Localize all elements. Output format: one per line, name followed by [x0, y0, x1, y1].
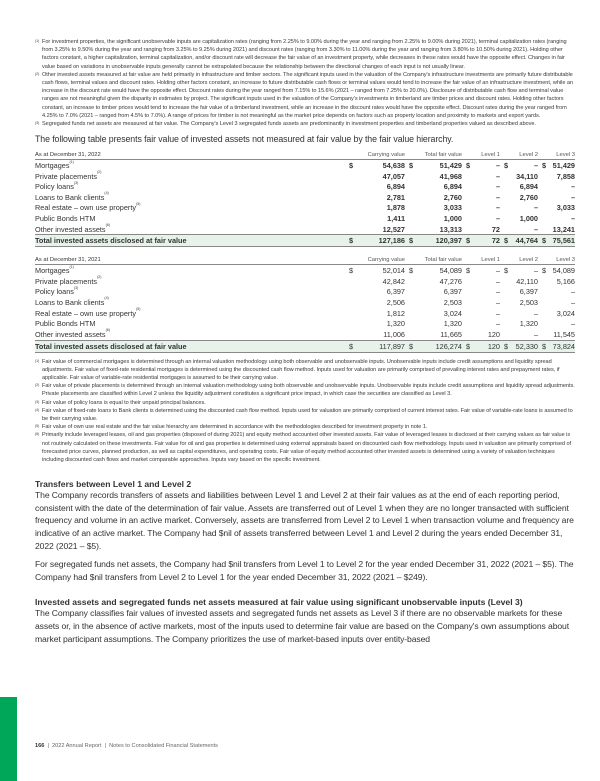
cell-value: –	[495, 297, 500, 307]
cell-value: $ –	[500, 265, 538, 276]
cell-value: 12,527	[382, 224, 405, 234]
table-row	[35, 160, 575, 171]
cell-value: 42,842	[382, 276, 405, 286]
cell-value: –	[495, 319, 500, 329]
fair-value-table-2022	[35, 148, 575, 247]
page-number: 166	[35, 743, 45, 749]
cell-value: –	[495, 308, 500, 318]
currency-symbol: $	[409, 161, 414, 171]
currency-symbol: $	[409, 236, 414, 246]
footnote: (2) Other invested assets measured at fair value are held primarily in infrastructure and timber sectors. The significant inputs used in the valuation of the Company's infrastructure investments are primarily future distributable cash flows, terminal values and discount rates. Holding other factors constant, an increase to future distributable cash flows or terminal values would tend to increase the fair value of an infrastructure investment, while an increase in the discount rate would have the opposite effect. Discount rates during the year ranged from 7.15% to 15.6% (2021 – ranged from 7.25% to 20.0%). Disclosure of distributable cash flow and terminal value ranges are not meaningful given the disparity in estimates by project. The significant inputs used in the valuation of the Company's investments in timberland are timber prices and discount rates. Holding other factors constant, an increase to timber prices would tend to increase the fair value of a timberland investment, while an increase in the discount rates would have the opposite effect. Discount rates during the year ranged from 4.25% to 7.0% (2021 – ranged from 4.5% to 7.0%). A range of prices for timber is not meaningful as the market price depends on factors such as property location and proximity to markets and export yards.	[35, 71, 574, 119]
cell-value: –	[533, 224, 538, 234]
table-row	[35, 297, 575, 308]
cell-value: –	[495, 192, 500, 202]
column-header: As at December 31, 2021	[35, 253, 345, 265]
row-label: Mortgages$^{(1)}$	[35, 159, 74, 171]
footnote-ref: (3)	[73, 285, 79, 290]
total-value: $ 120	[462, 340, 500, 352]
currency-symbol: $	[504, 236, 509, 246]
footnote-ref: (1)	[69, 264, 74, 269]
table-row	[35, 224, 575, 235]
cell-value: 42,110	[516, 276, 538, 286]
column-header: Level 2	[500, 253, 538, 265]
cell-value: 11,545	[553, 329, 575, 339]
row-label: Public Bonds HTM	[35, 319, 96, 329]
column-header: Level 3	[538, 148, 575, 160]
table-row	[35, 329, 575, 340]
cell-value: –	[570, 287, 575, 297]
cell-value: $ –	[462, 160, 500, 171]
column-header: Carrying value	[345, 253, 405, 265]
footnote-ref: (4)	[104, 191, 109, 196]
total-value: $ 120,397	[405, 235, 462, 247]
transfers-paragraph-1: The Company records transfers of assets and liabilities between Level 1 and Level 2 at their fair values as at the end of each reporting period, consistent with the date of the determination of fair value. Assets are transferred out of Level 1 when they are no longer transacted with sufficient frequency and volume in an active market. Conversely, assets are transferred from Level 2 to Level 1 when transaction volume and frequency are indicative of an active market. The Company had $nil of assets transferred between Level 1 and Level 2 during the years ended December 31, 2022 (2021 – $5).	[35, 490, 574, 551]
cell-value: 13,241	[552, 224, 575, 234]
column-header: Level 1	[462, 253, 500, 265]
footnotes-table	[35, 358, 575, 465]
cell-value: 47,276	[439, 276, 462, 286]
table-row	[35, 318, 575, 329]
currency-symbol: $	[349, 236, 354, 246]
cell-value: 2,760	[443, 192, 462, 202]
cell-value: 3,033	[443, 203, 462, 213]
cell-value: $ 51,429	[405, 160, 462, 171]
cell-value: 2,503	[519, 297, 538, 307]
total-value: $ 52,330	[500, 340, 538, 352]
cell-value: 3,024	[556, 308, 575, 318]
cell-value: 1,878	[386, 203, 405, 213]
currency-symbol: $	[466, 161, 471, 171]
page-footer	[35, 743, 218, 749]
row-label: Mortgages$^{(1)}$	[35, 264, 74, 276]
row-label: Loans to Bank clients$^{(4)}$	[35, 191, 109, 202]
total-row	[35, 235, 575, 247]
footnote: (1) For investment properties, the significant unobservable inputs are capitalization rates (ranging from 2.25% to 9.00% during the year and ranging from 2.25% to 9.00% during 2021), terminal capitalization rates (ranging from 3.25% to 9.50% during the year and ranging from 3.25% to 9.25% during 2021) and discount rates (ranging from 3.30% to 11.00% during the year and ranging from 3.80% to 10.50% during 2021). Holding other factors constant, a higher capitalization, terminal capitalization, and/or discount rate will decrease the fair value of an investment property, while decreases in these rates would have the opposite effect. Changes in fair value based on variations in unobservable inputs generally cannot be extrapolated because the relationship between the directional changes of each input is not usually linear.	[35, 39, 567, 70]
currency-symbol: $	[542, 266, 547, 276]
footnote: (6) Primarily include leveraged leases, oil and gas properties (disposed of during 2021) and equity method accounted other invested assets. Fair value of leveraged leases is disclosed at their carrying values as fair value is not routinely calculated on these investments. Fair value for oil and gas properties is determined using external appraisals based on discounted cash flow methodology. Inputs used in valuation are primarily comprised of forecasted price curves, planned production, as well as capital expenditures, and operating costs. Fair value of equity method accounted other invested assets is determined using a variety of valuation techniques including discounted cash flows and market comparable approaches. Inputs vary based on the specific investment.	[35, 432, 572, 463]
table-row	[35, 181, 575, 192]
currency-symbol: $	[504, 266, 509, 276]
level3-paragraph-1: The Company classifies fair values of invested assets and segregated funds net assets as Level 3 if there are no observable markets for these assets or, in the absence of active markets, most of the inputs used to determine fair value are based on the Company's own assumptions about market participant assumptions. The Company prioritizes the use of market-based inputs over entity-based	[35, 608, 570, 644]
footer-report-title: 2022 Annual Report	[52, 743, 102, 749]
cell-value: –	[533, 329, 538, 339]
currency-symbol: $	[466, 236, 471, 246]
row-label: Other invested assets$^{(6)}$	[35, 328, 110, 339]
currency-symbol: $	[504, 161, 509, 171]
currency-symbol: $	[542, 236, 547, 246]
currency-symbol: $	[409, 266, 414, 276]
cell-value: –	[495, 182, 500, 192]
cell-value: 6,894	[386, 182, 405, 192]
row-label: Policy loans$^{(3)}$	[35, 180, 79, 192]
total-value: $ 75,561	[538, 235, 575, 247]
cell-value: 2,503	[443, 297, 462, 307]
table-row	[35, 265, 575, 276]
currency-symbol: $	[349, 161, 354, 171]
cell-value: $ 54,089	[405, 265, 462, 276]
table-row	[35, 171, 575, 182]
accent-bar	[0, 697, 17, 781]
row-label: Policy loans$^{(3)}$	[35, 285, 79, 297]
cell-value: 1,320	[443, 319, 462, 329]
footnote-ref: (5)	[136, 307, 141, 312]
total-value: $ 127,186	[345, 235, 405, 247]
cell-value: –	[533, 308, 538, 318]
cell-value: –	[495, 276, 500, 286]
column-header: Level 1	[462, 148, 500, 160]
footnotes-top	[35, 38, 575, 128]
cell-value: 1,000	[519, 214, 538, 223]
footer-separator: |	[47, 743, 49, 749]
row-label: Other invested assets$^{(6)}$	[35, 223, 110, 234]
cell-value: 47,057	[382, 171, 405, 181]
cell-value: 6,397	[386, 287, 405, 297]
total-value: $ 44,764	[500, 235, 538, 247]
cell-value: 1,411	[387, 214, 405, 223]
cell-value: 6,894	[443, 182, 462, 192]
cell-value: 13,313	[439, 224, 462, 234]
cell-value: –	[495, 214, 500, 223]
column-header: As at December 31, 2022	[35, 148, 345, 160]
row-label: Real estate – own use property$^{(5)}$	[35, 307, 141, 318]
footnote-ref: (6)	[105, 223, 110, 228]
cell-value: –	[495, 171, 500, 181]
footnote: (1) Fair value of commercial mortgages is determined through an internal valuation methodology using both observable and unobservable inputs. Unobservable inputs include credit assumptions and liquidity spread adjustments. Fair value of fixed-rate residential mortgages is determined using the discounted cash flow method. Inputs used for valuation are primarily comprised of prevailing interest rates and prepayment rates, if applicable. Fair value of variable-rate residential mortgages is assumed to be their carrying value.	[35, 358, 560, 381]
row-label: Public Bonds HTM	[35, 214, 96, 223]
total-row	[35, 340, 575, 352]
cell-value: 11,665	[440, 329, 462, 339]
table-intro-text: The following table presents fair value of invested assets not measured at fair value by the fair value hierarchy.	[35, 134, 454, 145]
footnote: (3) Segregated funds net assets are measured at fair value. The Company's Level 3 segregated funds assets are predominantly in investment properties and timberland properties valued as described above.	[35, 121, 536, 128]
cell-value: 41,968	[439, 171, 462, 181]
cell-value: 72	[491, 224, 500, 234]
table-row	[35, 213, 575, 224]
cell-value: 3,033	[556, 203, 575, 213]
fair-value-table-2021	[35, 253, 575, 352]
row-label: Loans to Bank clients$^{(4)}$	[35, 296, 109, 307]
footnote-ref: (1)	[69, 159, 74, 164]
cell-value: 11,006	[383, 329, 405, 339]
footnote: (4) Fair value of fixed-rate loans to Bank clients is determined using the discounted cash flow method. Inputs used for valuation are primarily comprised of current interest rates. Fair value of variable-rate loans is assumed to be their carrying value.	[35, 407, 573, 422]
total-value: $ 117,897	[345, 340, 405, 352]
cell-value: –	[570, 319, 575, 329]
cell-value: –	[570, 192, 575, 202]
table-row	[35, 203, 575, 214]
table-row	[35, 287, 575, 298]
footnote-ref: (3)	[73, 180, 79, 185]
footnote: (3) Fair value of policy loans is equal to their unpaid principal balances.	[35, 399, 206, 406]
cell-value: 1,812	[386, 308, 405, 318]
cell-value: 34,110	[516, 171, 538, 181]
cell-value: 1,000	[443, 214, 462, 223]
table-body	[35, 160, 575, 247]
cell-value: 6,397	[519, 287, 538, 297]
footnote-ref: (2)	[97, 170, 102, 175]
row-label: Real estate – own use property$^{(5)}$	[35, 201, 141, 213]
cell-value: $ 52,014	[345, 265, 405, 276]
cell-value: 5,166	[556, 276, 575, 286]
footnote-ref: (5)	[136, 201, 141, 206]
column-header: Carrying value	[345, 148, 405, 160]
footnote: (5) Fair value of own use real estate and the fair value hierarchy are determined in accordance with the methodologies described for investment property in note 1.	[35, 424, 428, 431]
cell-value: 1,320	[386, 319, 405, 329]
cell-value: 2,781	[386, 192, 405, 202]
cell-value: $ 54,089	[538, 265, 575, 276]
column-header: Total fair value	[405, 148, 462, 160]
cell-value: 2,506	[386, 297, 405, 307]
total-value: $ 72	[462, 235, 500, 247]
footnote-ref: (2)	[97, 275, 102, 280]
currency-symbol: $	[466, 341, 471, 351]
currency-symbol: $	[542, 341, 547, 351]
section-heading-level3: Invested assets and segregated funds net assets measured at fair value using significant unobservable inputs (Level 3)	[35, 597, 523, 608]
footer-separator: |	[104, 743, 107, 749]
total-value: $ 126,274	[405, 340, 462, 352]
currency-symbol: $	[466, 266, 471, 276]
table-header-row	[35, 148, 575, 160]
footer-section-title: Notes to Consolidated Financial Statements	[109, 743, 218, 749]
page-content	[35, 38, 575, 645]
table-row	[35, 308, 575, 319]
cell-value: –	[570, 182, 575, 192]
footnote-ref: (6)	[105, 328, 110, 333]
total-label: Total invested assets disclosed at fair value	[35, 340, 345, 352]
currency-symbol: $	[349, 266, 354, 276]
column-header: Level 2	[500, 148, 538, 160]
footnote-ref: (4)	[104, 296, 109, 301]
cell-value: 120	[487, 329, 500, 339]
cell-value: $ 51,429	[538, 160, 575, 171]
cell-value: 1,320	[519, 319, 538, 329]
row-label: Private placements$^{(2)}$	[35, 170, 102, 181]
cell-value: 3,024	[443, 308, 462, 318]
cell-value: –	[570, 214, 575, 223]
column-header: Level 3	[538, 253, 575, 265]
row-label: Private placements$^{(2)}$	[35, 275, 102, 286]
currency-symbol: $	[349, 341, 354, 351]
cell-value: $ –	[462, 265, 500, 276]
cell-value: –	[495, 203, 500, 213]
currency-symbol: $	[542, 161, 547, 171]
total-label: Total invested assets disclosed at fair value	[35, 235, 345, 247]
table-header-row	[35, 253, 575, 265]
section-heading-transfers: Transfers between Level 1 and Level 2	[35, 479, 192, 490]
cell-value: 6,397	[443, 287, 462, 297]
transfers-paragraph-2: For segregated funds net assets, the Company had $nil transfers from Level 1 to Level 2 for the year ended December 31, 2022 (2021 – $5). The Company had $nil transfers from Level 2 to Level 1 for the year ended December 31, 2022 (2021 – $249).	[35, 559, 574, 582]
cell-value: –	[533, 203, 538, 213]
cell-value: 6,894	[519, 182, 538, 192]
cell-value: $ 54,638	[345, 160, 405, 171]
currency-symbol: $	[409, 341, 414, 351]
column-header: Total fair value	[405, 253, 462, 265]
table-row	[35, 276, 575, 287]
cell-value: –	[570, 297, 575, 307]
cell-value: 2,760	[519, 192, 538, 202]
cell-value: 7,858	[556, 171, 575, 181]
footnote: (2) Fair value of private placements is determined through an internal valuation methodology using both observable and unobservable inputs. Unobservable inputs include credit assumptions and liquidity spread adjustments. Private placements are classified within Level 2 unless the liquidity adjustment constitutes a significant price impact, in which case the securities are classified as Level 3.	[35, 383, 575, 398]
cell-value: –	[495, 287, 500, 297]
table-row	[35, 192, 575, 203]
table-body	[35, 265, 575, 352]
currency-symbol: $	[504, 341, 509, 351]
total-value: $ 73,824	[538, 340, 575, 352]
cell-value: $ –	[500, 160, 538, 171]
